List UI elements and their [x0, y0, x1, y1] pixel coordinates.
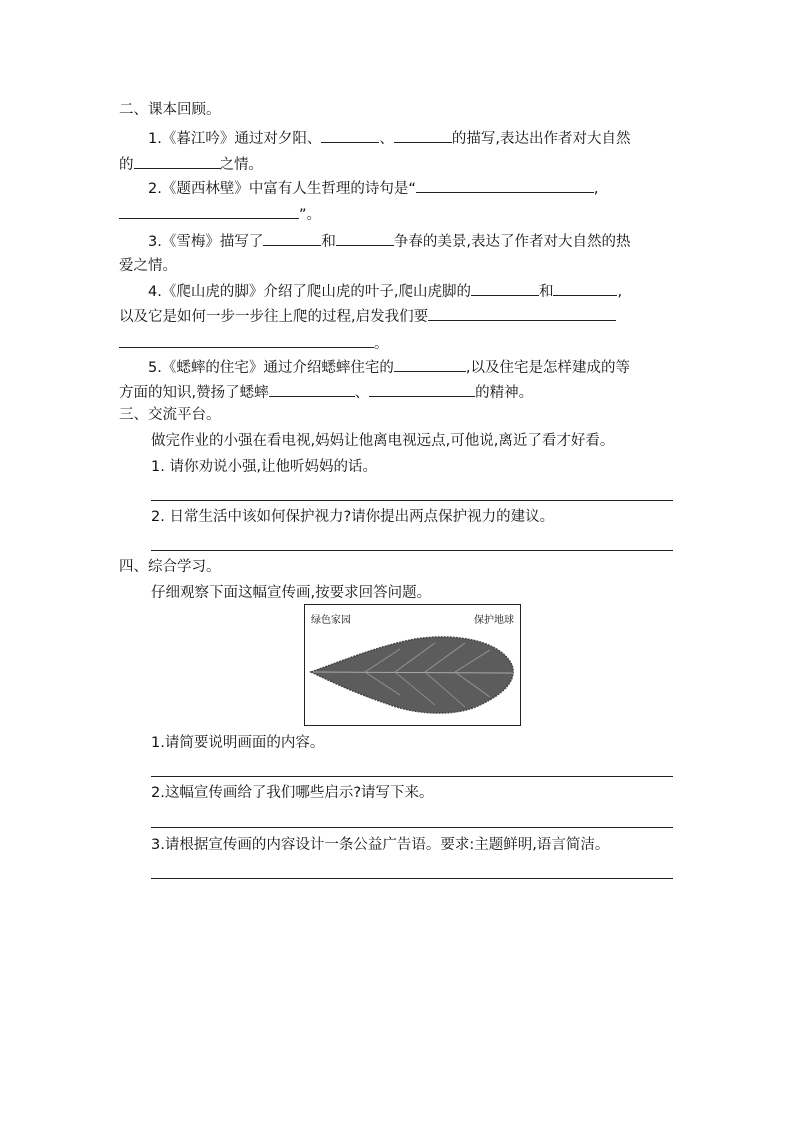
section3-intro: 做完作业的小强在看电视,妈妈让他离电视远点,可他说,离近了看才好看。	[151, 433, 615, 449]
blank[interactable]	[369, 381, 475, 397]
q4-line2: 以及它是如何一步一步往上爬的过程,启发我们要	[119, 305, 616, 327]
section4-intro: 仔细观察下面这幅宣传画,按要求回答问题。	[151, 585, 432, 601]
poster-right-text: 保护地球	[474, 615, 514, 626]
q5-line2: 方面的知识,赞扬了蟋蟀 、 的精神。	[119, 381, 533, 403]
blank[interactable]	[269, 381, 355, 397]
blank[interactable]	[119, 203, 299, 219]
section3-title: 三、交流平台。	[119, 407, 221, 423]
blank[interactable]	[394, 127, 452, 143]
section4-q3: 3.请根据宣传画的内容设计一条公益广告语。要求:主题鲜明,语言简洁。	[151, 837, 610, 853]
answer-line[interactable]	[151, 500, 673, 501]
blank[interactable]	[471, 280, 539, 296]
q2-line1: 2.《题西林壁》中富有人生哲理的诗句是“ ,	[148, 177, 598, 199]
blank[interactable]	[416, 177, 594, 193]
q1-line1: 1.《暮江吟》通过对夕阳、 、 的描写,表达出作者对大自然	[148, 127, 630, 149]
section3-q2: 2. 日常生活中该如何保护视力?请你提出两点保护视力的建议。	[151, 509, 555, 525]
section4-q1: 1.请简要说明画面的内容。	[151, 735, 325, 751]
poster-image	[304, 604, 521, 726]
blank[interactable]	[263, 230, 321, 246]
poster-left-text: 绿色家园	[311, 615, 351, 626]
answer-line[interactable]	[151, 776, 673, 777]
q3-line2: 爱之情。	[119, 258, 177, 274]
answer-line[interactable]	[151, 878, 673, 879]
blank[interactable]	[321, 127, 379, 143]
blank[interactable]	[428, 305, 616, 321]
blank[interactable]	[553, 280, 617, 296]
section2-title: 二、课本回顾。	[119, 102, 221, 118]
answer-line[interactable]	[151, 550, 673, 551]
section4-q2: 2.这幅宣传画给了我们哪些启示?请写下来。	[151, 785, 434, 801]
q4-line1: 4.《爬山虎的脚》介绍了爬山虎的叶子,爬山虎脚的 和 ,	[148, 280, 622, 302]
q4-line3: 。	[119, 332, 389, 354]
section4-title: 四、综合学习。	[119, 559, 221, 575]
blank[interactable]	[134, 153, 220, 169]
q1-line2: 的 之情。	[119, 153, 263, 175]
answer-line[interactable]	[151, 827, 673, 828]
leaf-icon	[305, 605, 520, 725]
q2-line2: ”。	[119, 203, 321, 225]
blank[interactable]	[394, 356, 466, 372]
blank[interactable]	[119, 332, 374, 348]
q5-line1: 5.《蟋蟀的住宅》通过介绍蟋蟀住宅的 ,以及住宅是怎样建成的等	[148, 356, 630, 378]
blank[interactable]	[336, 230, 394, 246]
section3-q1: 1. 请你劝说小强,让他听妈妈的话。	[151, 459, 378, 475]
q3-line1: 3.《雪梅》描写了 和 争春的美景,表达了作者对大自然的热	[148, 230, 630, 252]
